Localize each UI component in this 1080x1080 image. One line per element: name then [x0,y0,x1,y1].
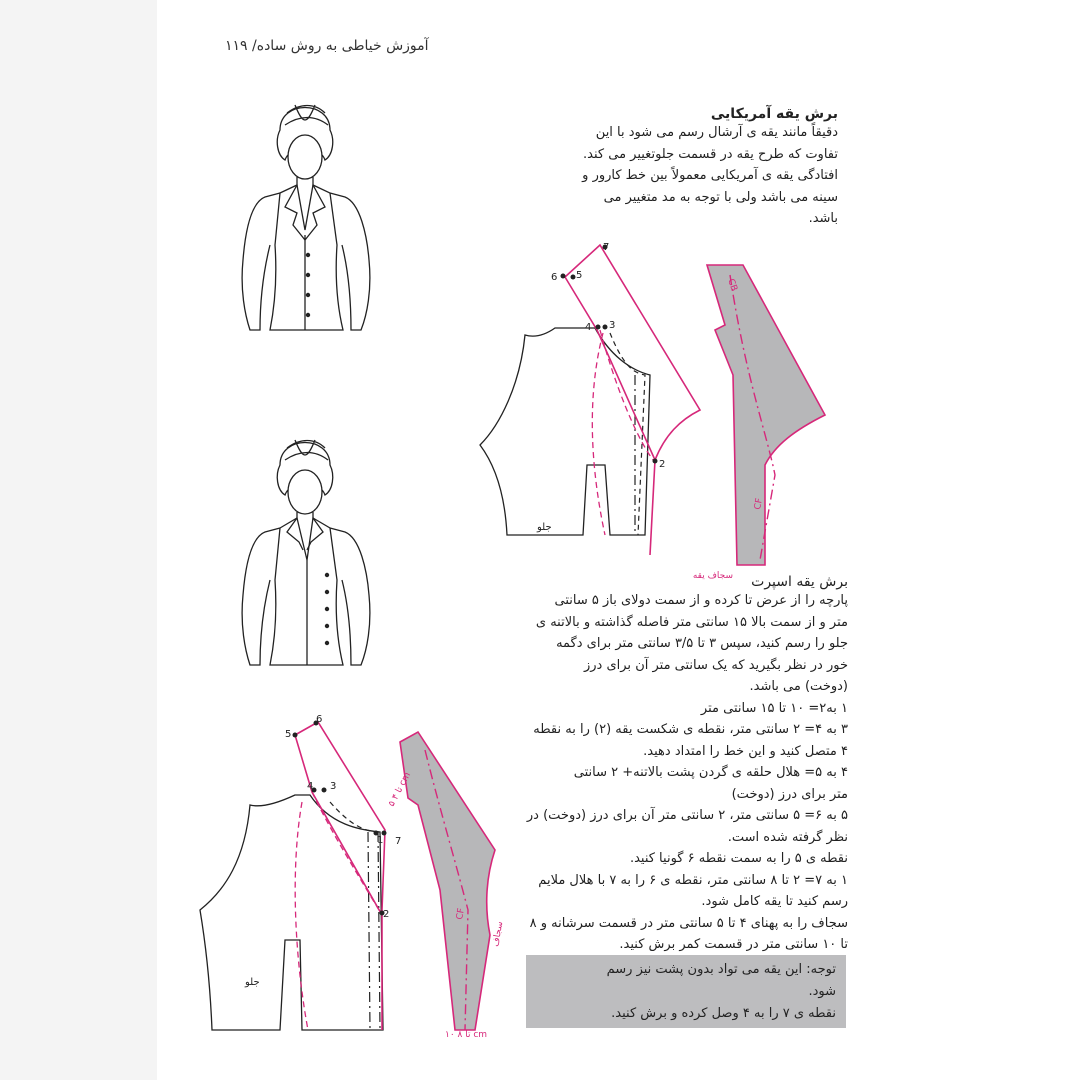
sport-collar-line: تا ۱۰ سانتی متر در قسمت کمر برش کنید. [619,937,848,952]
sport-collar-line: متر برای درز (دوخت) [731,786,848,802]
sport-collar-line: نظر گرفته شده است. [727,829,848,845]
pattern-point-label: 6 [316,714,323,725]
note-line: شود. [808,984,836,999]
pattern-point-label: 7 [603,242,610,253]
american-collar-line: سینه می باشد ولی با توجه به مد متغییر می [603,189,838,205]
sport-collar-line: (دوخت) می باشد. [749,679,848,694]
american-collar-line: افتادگی یقه ی آمریکایی معمولاً بین خط کارور و [582,168,838,183]
note-box [526,955,846,1028]
waist-facing-width-label: ۱۰ تا ۸ cm [445,1030,488,1040]
american-collar-jacket-illustration [225,85,395,355]
page-margin [0,0,157,1080]
sport-collar-line: پارچه را از عرض تا کرده و از سمت دولای باز ۵ سانتی [554,593,848,608]
pattern-point-label: 5 [576,270,583,281]
page-header: آموزش خیاطی به روش ساده/ ۱۱۹ [225,38,429,54]
sport-collar-line: نقطه ی ۵ را به سمت نقطه ۶ گونیا کنید. [629,851,848,866]
sport-collar-line: ۴ متصل کنید و این خط را امتداد دهید. [643,743,848,759]
center-back-label: CB [725,277,739,293]
pattern-point-label: 2 [383,909,390,920]
american-collar-title: برش یقه آمریکایی [710,106,838,122]
front-piece-label: جلو [245,977,260,988]
pattern-point-label: 5 [285,729,292,740]
sport-collar-pattern [200,710,520,1040]
sport-collar-line: رسم کنید تا یقه کامل شود. [701,894,848,909]
american-collar-line: تفاوت که طرح یقه در قسمت جلوتغییر می کند. [583,146,838,162]
sport-collar-line: متر و از سمت بالا ۱۵ سانتی متر فاصله گذاشته و بالاتنه ی [535,614,848,630]
american-collar-section [510,106,838,230]
center-front-label: CF [455,907,467,921]
sport-collar-line: سجاف را به پهنای ۴ تا ۵ سانتی متر در قسمت سرشانه و ۸ [529,915,848,931]
american-collar-line: دقیقاً مانند یقه ی آرشال رسم می شود با این [595,125,838,140]
shoulder-facing-width-label: ۵ تا ۴ cm [386,770,414,809]
pattern-point-label: 7 [395,836,402,847]
pattern-point-label: 3 [330,781,337,792]
pattern-point-label: 4 [307,781,314,792]
front-piece-label: جلو [537,522,552,533]
sport-collar-section [510,574,848,956]
sport-collar-line: ۵ به ۶= ۵ سانتی متر، ۲ سانتی متر آن برای درز (دوخت) در [526,808,848,823]
note-line: نقطه ی ۷ را به ۴ وصل کرده و برش کنید. [611,1006,836,1021]
sport-collar-line: خور در نظر بگیرید که یک سانتی متر آن برای درز [584,657,848,673]
pattern-point-label: 2 [659,459,666,470]
note-line: توجه: این یقه می تواد بدون پشت نیز رسم [606,962,836,977]
center-front-label: CF [753,497,765,511]
sport-collar-line: جلو را رسم کنید، سپس ۳ تا ۳/۵ سانتی متر برای دگمه [556,636,848,651]
american-collar-line: باشد. [808,211,838,226]
sport-collar-title: برش یقه اسپرت [751,574,848,590]
american-collar-pattern [475,235,840,585]
sport-collar-line: ۱ به۲= ۱۰ تا ۱۵ سانتی متر [700,700,848,716]
pattern-point-label: 6 [551,272,558,283]
sport-collar-line: ۴ به ۵= هلال حلقه ی گردن پشت بالاتنه+ ۲ سانتی [573,765,848,780]
pattern-point-label: 1 [377,835,384,846]
note-text [526,955,846,1025]
sport-collar-line: ۱ به ۷= ۲ تا ۸ سانتی متر، نقطه ی ۶ را به ۷ با هلال ملایم [538,872,848,888]
sport-collar-line: ۳ به ۴= ۲ سانتی متر، نقطه ی شکست یقه (۲) را به نقطه [533,722,848,737]
pattern-point-label: 3 [609,320,616,331]
facing-label: سجاف [491,920,506,948]
collar-facing-label: سجاف یقه [692,571,733,581]
pattern-point-label: 4 [585,322,592,333]
sport-collar-jacket-illustration [225,420,395,690]
